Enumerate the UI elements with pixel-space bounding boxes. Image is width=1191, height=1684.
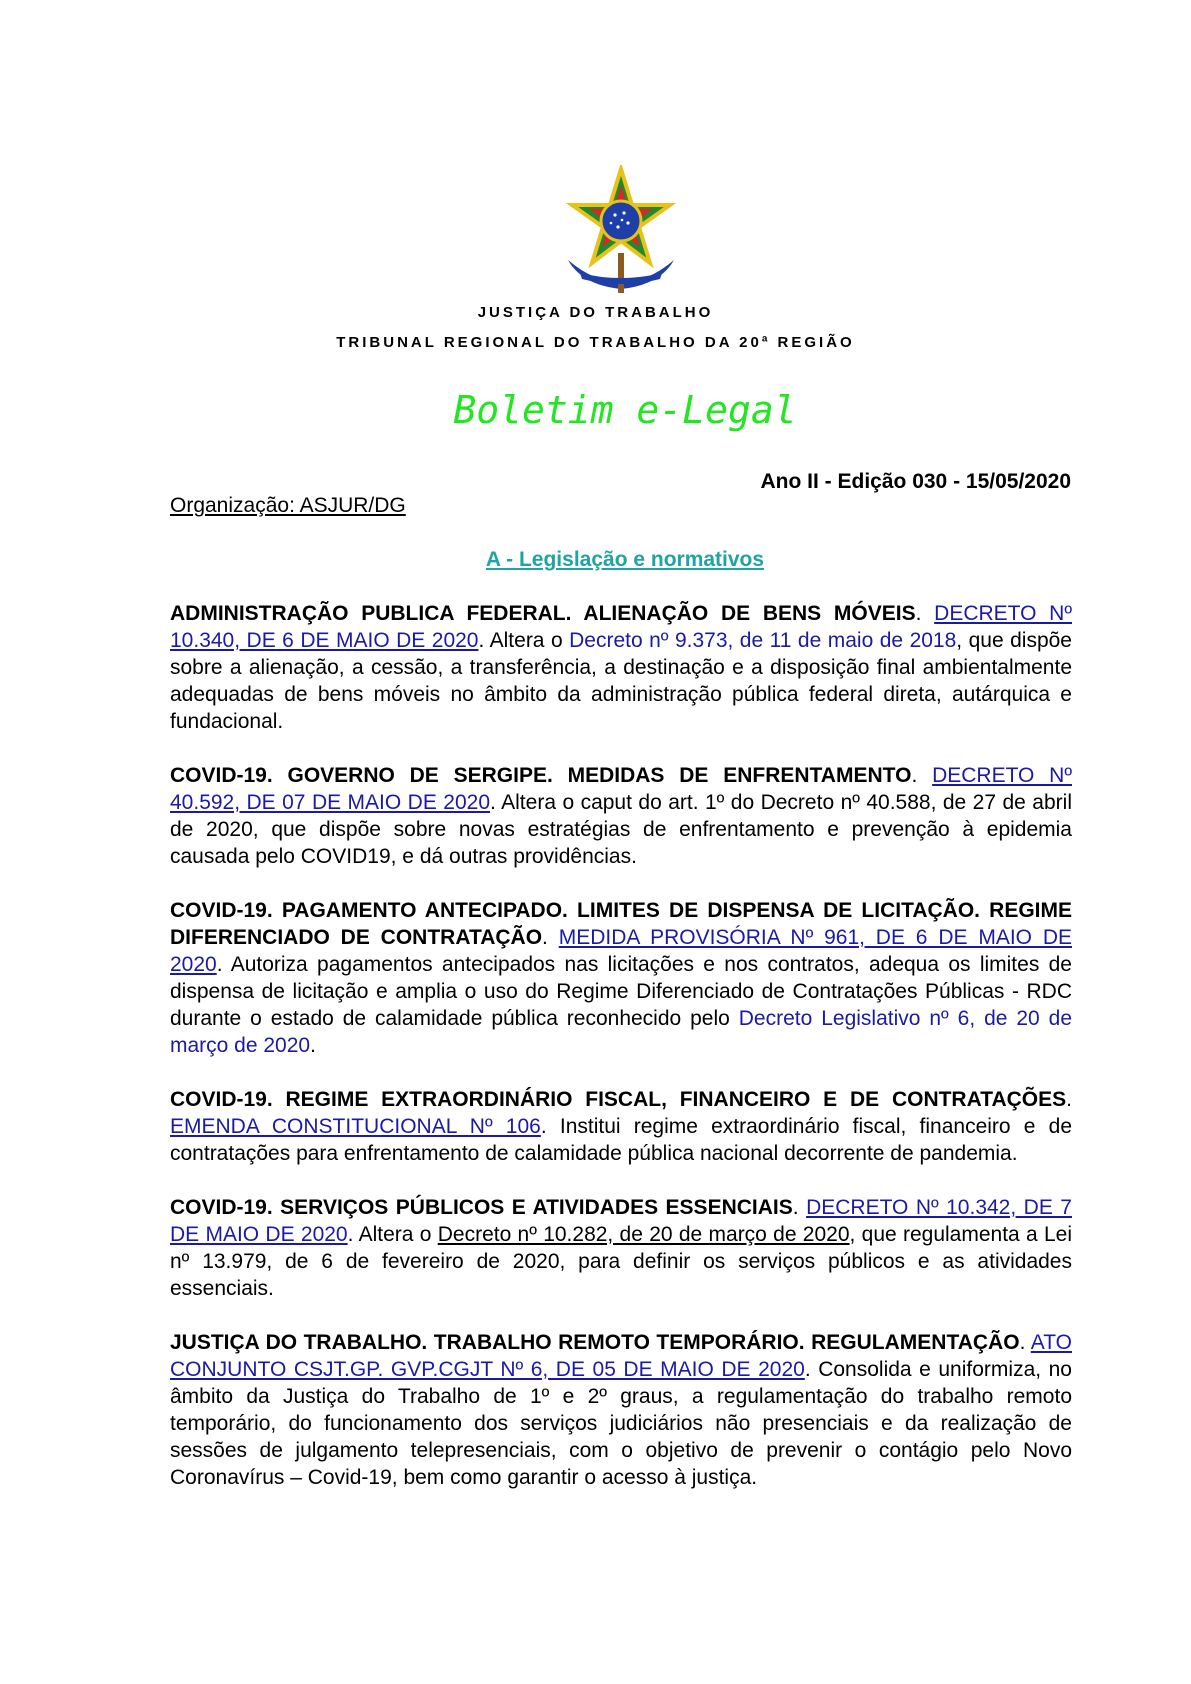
entry xyxy=(170,1329,1072,1491)
entry-heading: COVID-19. SERVIÇOS PÚBLICOS E ATIVIDADES ESSENCIAIS xyxy=(170,1196,793,1219)
edition-info: Ano II - Edição 030 - 15/05/2020 xyxy=(760,470,1071,493)
entry-separator: . xyxy=(542,926,559,949)
entry xyxy=(170,897,1072,1059)
entry-text: , que dispõe sobre a alienação, a cessão, a transferência, a destinação e a disposição final ambientalmente adequadas de bens móveis no âmbito da administração pública federal direta, autárquica e fundacional. xyxy=(170,629,1072,733)
entry-text: . Institui regime extraordinário fiscal, financeiro e de contratações para enfrentamento de calamidade pública nacional decorrente de pandemia. xyxy=(170,1115,1073,1165)
entry-separator: . xyxy=(915,602,935,625)
entry-reference[interactable]: Decreto nº 9.373, de 11 de maio de 2018 xyxy=(569,629,957,652)
entry xyxy=(170,600,1072,735)
entry-heading: COVID-19. PAGAMENTO ANTECIPADO. LIMITES DE DISPENSA DE LICITAÇÃO. REGIME DIFERENCIADO DE CONTRATAÇÃO xyxy=(170,899,1072,949)
entry-separator: . xyxy=(911,764,933,787)
entry-link[interactable]: MEDIDA PROVISÓRIA Nº 961, DE 6 DE MAIO DE 2020 xyxy=(170,926,1072,976)
entry-link[interactable]: DECRETO Nº 10.340, DE 6 DE MAIO DE 2020 xyxy=(170,602,1072,652)
organization-label: Organização: ASJUR/DG xyxy=(170,494,406,517)
entry-link[interactable]: ATO CONJUNTO CSJT.GP. GVP.CGJT Nº 6, DE 05 DE MAIO DE 2020 xyxy=(170,1331,1072,1381)
entry-text: . Autoriza pagamentos antecipados nas licitações e nos contratos, adequa os limites de dispensa de licitação e amplia o uso do Regime Diferenciado de Contratações Públicas - RDC durante o estado de calamidade pública reconhecido pelo xyxy=(170,953,1072,1030)
section-title[interactable]: A - Legislação e normativos xyxy=(485,548,765,571)
entry-text: . Altera o caput do art. 1º do Decreto nº 40.588, de 27 de abril de 2020, que dispõe sobre novas estratégias de enfrentamento e prevenção à epidemia causada pelo COVID19, e dá outras providências. xyxy=(170,791,1072,868)
entries-list xyxy=(170,600,1072,1518)
entry-separator: . xyxy=(1066,1088,1072,1111)
entry-heading: JUSTIÇA DO TRABALHO. TRABALHO REMOTO TEMPORÁRIO. REGULAMENTAÇÃO xyxy=(170,1331,1020,1354)
entry-heading: ADMINISTRAÇÃO PUBLICA FEDERAL. ALIENAÇÃO DE BENS MÓVEIS xyxy=(170,602,916,625)
entry xyxy=(170,762,1072,870)
entry-link[interactable]: DECRETO Nº 40.592, DE 07 DE MAIO DE 2020 xyxy=(170,764,1073,814)
entry-separator: . xyxy=(1019,1331,1031,1354)
entry-heading: COVID-19. REGIME EXTRAORDINÁRIO FISCAL, FINANCEIRO E DE CONTRATAÇÕES xyxy=(170,1088,1067,1111)
brazil-coat-of-arms-icon xyxy=(560,165,682,295)
entry-text: . Altera o xyxy=(347,1223,438,1246)
entry-text: . Altera o xyxy=(478,629,570,652)
entry-link[interactable]: EMENDA CONSTITUCIONAL Nº 106 xyxy=(170,1115,541,1138)
bulletin-title: Boletim e-Legal xyxy=(453,388,797,432)
entry-reference[interactable]: Decreto nº 10.282, de 20 de março de 2020 xyxy=(437,1223,850,1246)
header-line-2: TRIBUNAL REGIONAL DO TRABALHO DA 20ª REGIÃO xyxy=(336,334,855,351)
entry-reference[interactable]: Decreto Legislativo nº 6, de 20 de março de 2020 xyxy=(170,1007,1072,1057)
entry-heading: COVID-19. GOVERNO DE SERGIPE. MEDIDAS DE ENFRENTAMENTO xyxy=(170,764,912,787)
entry xyxy=(170,1194,1072,1302)
entry-link[interactable]: DECRETO Nº 10.342, DE 7 DE MAIO DE 2020 xyxy=(170,1196,1072,1246)
entry-text: . Consolida e uniformiza, no âmbito da Justiça do Trabalho de 1º e 2º graus, a regulamentação do trabalho remoto temporário, do funcionamento dos serviços judiciários não presenciais e da realização de sessões de julgamento telepresenciais, com o objetivo de prevenir o contágio pelo Novo Coronavírus – Covid-19, bem como garantir o acesso à justiça. xyxy=(170,1358,1072,1489)
header-line-1: JUSTIÇA DO TRABALHO xyxy=(477,304,714,321)
entry-text: . xyxy=(310,1034,316,1057)
entry-separator: . xyxy=(792,1196,807,1219)
entry xyxy=(170,1086,1072,1167)
entry-text: , que regulamenta a Lei nº 13.979, de 6 de fevereiro de 2020, para definir os serviços públicos e as atividades essenciais. xyxy=(170,1223,1073,1300)
